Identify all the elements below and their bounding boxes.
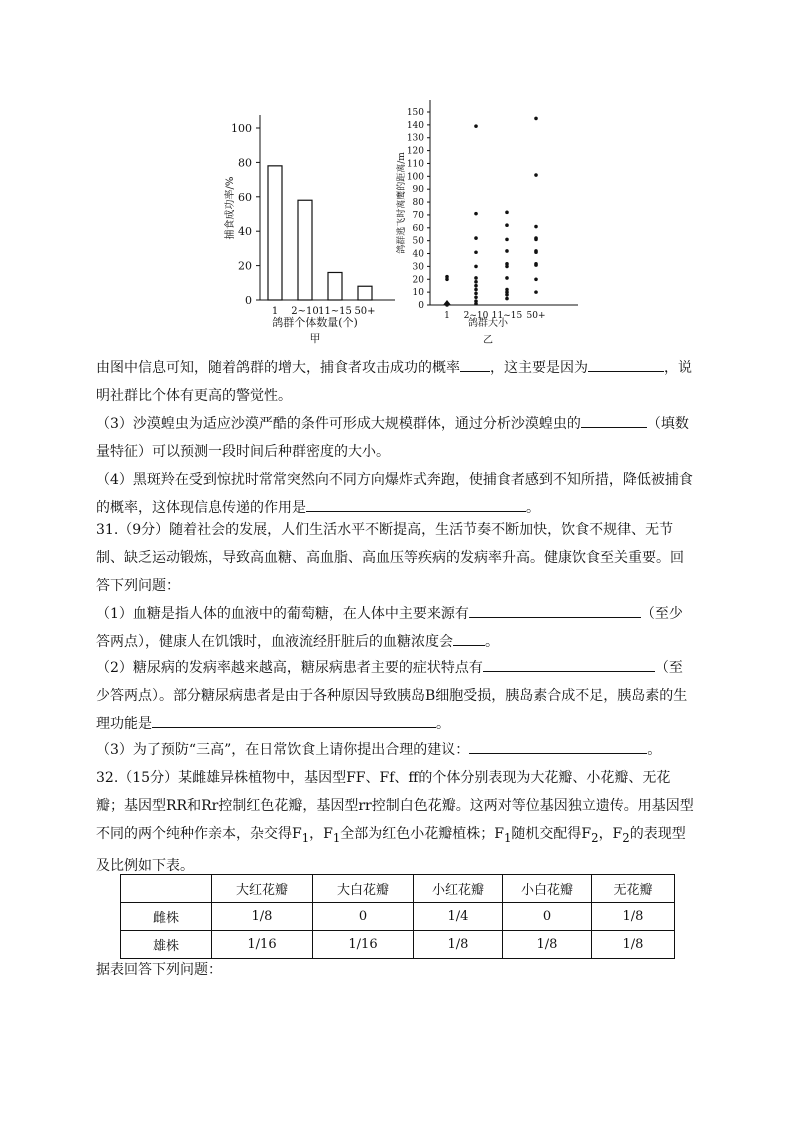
scatter-y-tick-label: 110 [406,159,424,170]
scatter-y-tick-label: 30 [412,262,424,273]
scatter-y-label: 鸽群逃飞时离鹰的距离/m [397,152,407,254]
scatter-point [505,211,509,215]
scatter-y-ticks [407,108,430,311]
scatter-y-tick-label: 140 [406,120,424,131]
table-row [121,931,675,959]
bar-x-tick-label: 11~15 [318,306,352,317]
scatter-y-tick-label: 40 [412,249,424,260]
bar-y-tick-label: 0 [245,294,252,307]
scatter-point [534,238,538,242]
bar-x-tick-label: 1 [271,306,279,317]
bar-y-tick-label: 80 [238,156,252,170]
scatter-point [474,295,478,299]
answer-blank[interactable] [453,629,485,646]
phenotype-table [120,874,675,959]
question-32: 32.（15分）某雌雄异株植物中，基因型FF、Ff、ff的个体分别表现为大花瓣、小花瓣、无花瓣；基因型RR和Rr控制红色花瓣，基因型rr控制白色花瓣。这两对等位基因独立遗传。用基因型不同的两个纯种作亲本，杂交得$F_1$，$F_1$全部为红色小花瓣植株；$F_1$随机交配得$F_2$，$F_2$的表现型及比例如下表。 [96,770,694,874]
scatter-y-tick-label: 90 [412,185,424,196]
bar-x-tick-label: 2~10 [291,306,319,317]
bar [298,200,312,300]
table-cell: 雄株 [121,931,212,959]
scatter-point [534,290,538,294]
table-row [121,903,675,931]
scatter-y-tick-label: 100 [406,172,424,183]
bar-x-label: 鸽群个体数量(个) [272,316,358,329]
scatter-y-tick-label: 50 [412,236,424,247]
bar-series [268,166,372,300]
table-header-cell: 小红花瓣 [414,875,503,903]
scatter-y-tick-label: 150 [406,108,424,118]
bar-y-tick-label: 40 [238,225,252,239]
answer-blank[interactable] [469,737,647,754]
scatter-x-tick-label: 2~10 [463,311,489,321]
answer-blank[interactable] [483,655,655,672]
table-header-cell: 小白花瓣 [503,875,592,903]
scatter-x-tick-label: 11~15 [491,311,523,321]
scatter-point [474,265,478,269]
scatter-point [534,277,538,281]
question-4: （4）黑斑羚在受到惊扰时常常突然向不同方向爆炸式奔跑，使捕食者感到不知所措，降低被捕食的概率，这体现信息传递的作用是 。 [96,472,693,516]
conclusion-paragraph: 由图中信息可知，随着鸽群的增大，捕食者攻击成功的概率 ，这主要是因为 ，说明社群比个体有更高的警觉性。 [96,354,696,410]
table-cell [121,875,212,903]
scatter-caption: 乙 [483,335,493,346]
bar-chart-jia [220,110,400,350]
question-31-3: （3）为了预防“三高”，在日常饮食上请你提出合理的建议： 。 [96,736,696,764]
scatter-y-tick-label: 60 [412,223,424,234]
table-cell: 1/8 [414,931,503,959]
table-cell: 雌株 [121,903,212,931]
scatter-points [443,117,538,307]
table-header-cell: 大白花瓣 [313,875,414,903]
scatter-point [445,277,449,281]
answer-blank[interactable] [306,495,526,512]
question-31-1: （1）血糖是指人体的血液中的葡萄糖，在人体中主要来源有 （至少答两点），健康人在饥饿时，血液流经肝脏后的血糖浓度会 。 [96,600,696,656]
bar-caption: 甲 [309,332,321,345]
table-header-cell: 无花瓣 [592,875,675,903]
scatter-point [534,173,538,177]
answer-blank[interactable] [469,601,641,618]
scatter-point [534,117,538,121]
bar-y-tick-label: 100 [231,122,252,135]
scatter-x-tick-label: 50+ [526,311,546,321]
bar [328,272,342,300]
bar [268,166,282,300]
scatter-point [474,124,478,128]
scatter-point [534,225,538,229]
scatter-point [474,280,478,284]
scatter-y-tick-label: 80 [412,198,424,209]
table-cell: 1/8 [592,903,675,931]
scatter-y-tick-label: 0 [418,301,424,311]
scatter-x-tick-label: 1 [444,311,450,321]
scatter-point [474,292,478,296]
bar [358,286,372,300]
scatter-point [505,276,509,280]
scatter-y-tick-label: 70 [412,210,424,221]
answer-blank[interactable] [152,711,436,728]
table-followup: 据表回答下列问题： [96,962,222,978]
scatter-point [474,236,478,240]
question-31-intro: 31.（9分）随着社会的发展，人们生活水平不断提高，生活节奏不断加快，饮食不规律、无节制、缺乏运动锻炼，导致高血糖、高血脂、高血压等疾病的发病率升高。健康饮食至关重要。回答下列问题： [96,522,684,594]
bar-y-tick-label: 60 [238,190,252,204]
scatter-point [505,238,509,242]
table-cell: 1/4 [414,903,503,931]
table-cell: 0 [313,903,414,931]
scatter-chart-yi [390,98,590,353]
table-cell: 1/16 [212,931,313,959]
question-3: （3）沙漠蝗虫为适应沙漠严酷的条件可形成大规模群体，通过分析沙漠蝗虫的 （填数量特征）可以预测一段时间后种群密度的大小。 [96,410,696,466]
scatter-point [534,250,538,254]
table-cell: 1/8 [503,931,592,959]
scatter-point [474,288,478,292]
scatter-x-label: 鸽群大小 [468,318,508,329]
scatter-point [474,212,478,216]
answer-blank[interactable] [581,411,647,428]
scatter-point [505,249,509,253]
scatter-point [474,284,478,288]
table-cell: 0 [503,903,592,931]
scatter-cluster-marker [443,300,451,305]
bar-x-tick-label: 50+ [354,306,376,317]
scatter-point [505,293,509,297]
scatter-y-tick-label: 20 [412,275,424,286]
scatter-point [505,265,509,269]
table-header-cell: 大红花瓣 [212,875,313,903]
bar-y-tick-label: 20 [238,259,252,273]
scatter-y-tick-label: 120 [406,146,424,157]
answer-blank[interactable] [588,355,664,372]
scatter-point [505,223,509,227]
scatter-point [474,276,478,280]
table-cell: 1/16 [313,931,414,959]
scatter-point [534,263,538,267]
scatter-point [474,302,478,306]
table-cell: 1/8 [212,903,313,931]
scatter-y-tick-label: 130 [406,133,424,144]
bar-y-label: 捕食成功率/% [225,176,236,240]
answer-blank[interactable] [460,355,490,372]
scatter-y-tick-label: 10 [412,288,424,299]
scatter-point [505,297,509,301]
question-31-2: （2）糖尿病的发病率越来越高，糖尿病患者主要的症状特点有 （至少答两点）。部分糖尿病患者是由于各种原因导致胰岛B细胞受损，胰岛素合成不足，胰岛素的生理功能是 。 [96,654,696,738]
table-header-row [121,875,675,903]
table-cell: 1/8 [592,931,675,959]
scatter-point [474,250,478,254]
